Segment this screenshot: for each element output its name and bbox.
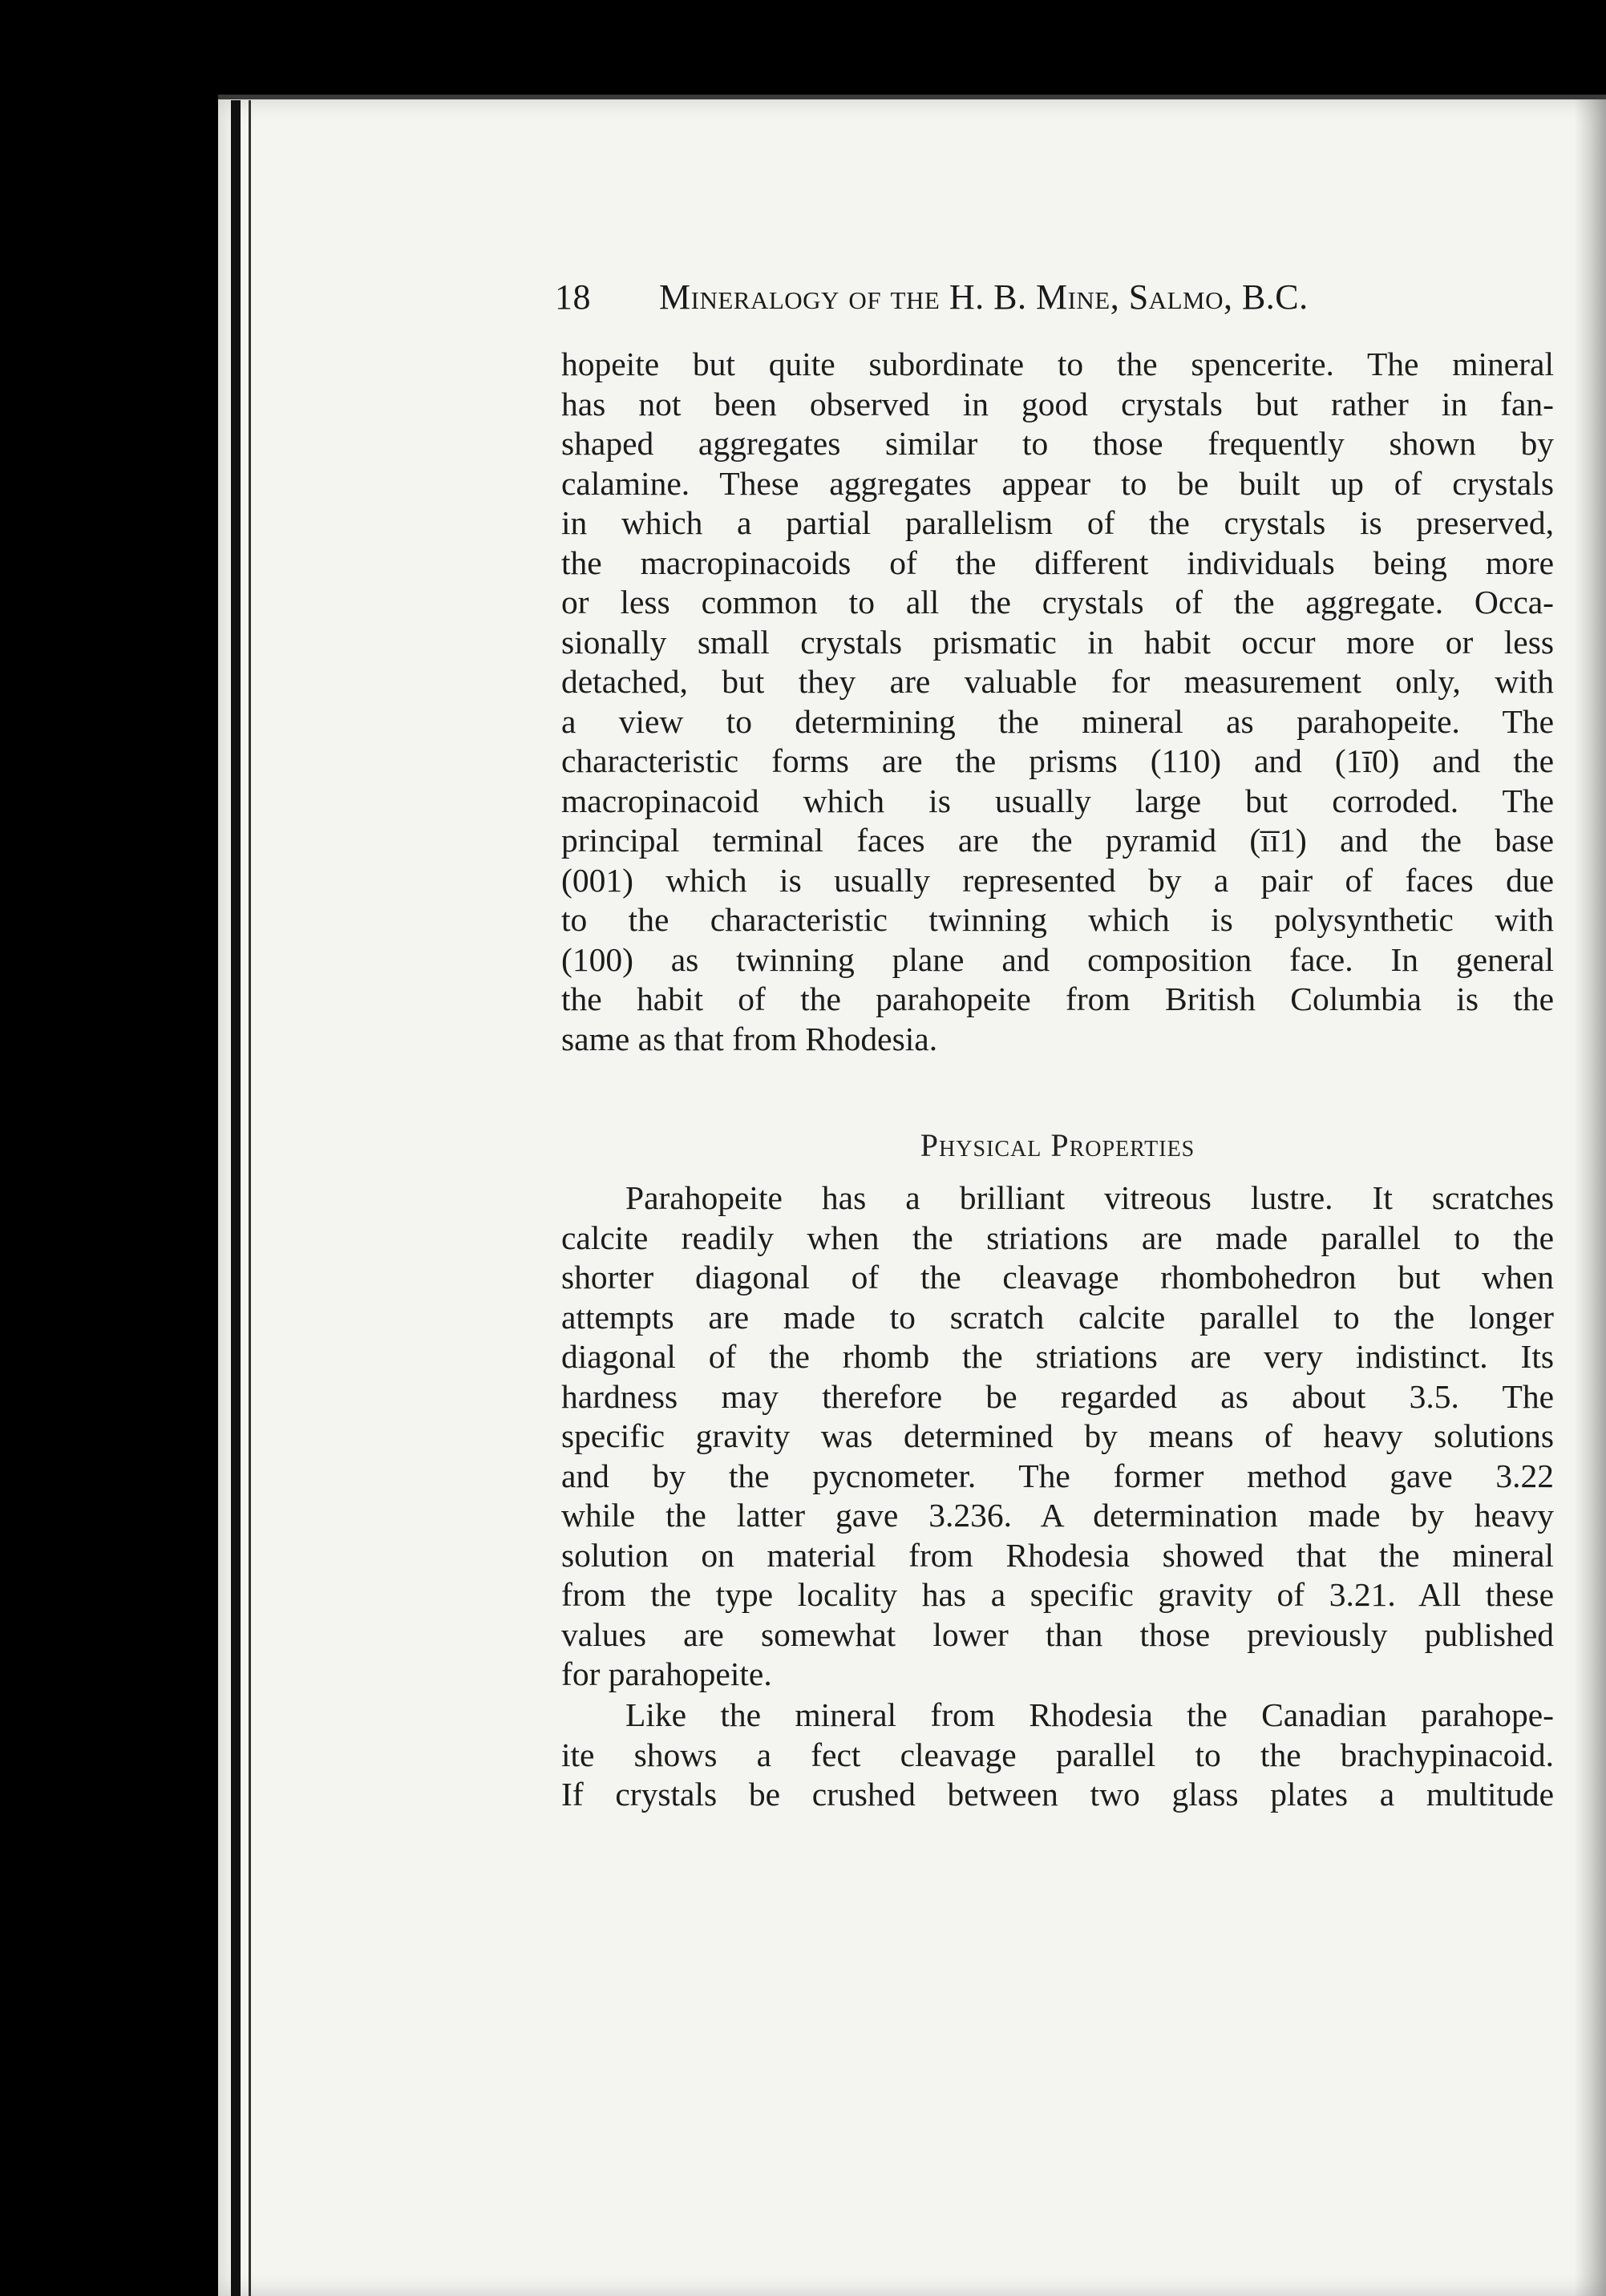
text-line: detached, but they are valuable for measurement only, with: [561, 663, 1554, 700]
running-head: [555, 277, 1437, 317]
text-line: ite shows a fect cleavage parallel to the brachypinacoid.: [561, 1736, 1554, 1773]
page-edge-shadow: [1574, 98, 1606, 2296]
text-line: specific gravity was determined by means of heavy solutions: [561, 1417, 1554, 1454]
text-line: shaped aggregates similar to those frequently shown by: [561, 425, 1554, 462]
section-heading: Physical Properties: [920, 1127, 1195, 1163]
page-top-edge: [218, 95, 1606, 99]
text-line: from the type locality has a specific gravity of 3.21. All these: [561, 1576, 1554, 1613]
text-line: a view to determining the mineral as parahopeite. The: [561, 702, 1554, 740]
text-line: values are somewhat lower than those previously published: [561, 1615, 1554, 1653]
text-line: the habit of the parahopeite from British Columbia is the: [561, 980, 1554, 1017]
binding-rule: [231, 100, 241, 2296]
page-number: 18: [555, 277, 591, 317]
text-line: while the latter gave 3.236. A determination made by heavy: [561, 1497, 1554, 1534]
text-line: calamine. These aggregates appear to be built up of crystals: [561, 464, 1554, 502]
text-line: hopeite but quite subordinate to the spencerite. The mineral: [561, 346, 1554, 382]
text-line: principal terminal faces are the pyramid (īī1) and the base: [561, 822, 1554, 859]
text-line: sionally small crystals prismatic in habit occur more or less: [561, 623, 1554, 661]
text-line: solution on material from Rhodesia showed that the mineral: [561, 1536, 1554, 1574]
text-line: diagonal of the rhomb the striations are very indistinct. Its: [561, 1338, 1554, 1375]
text-line: same as that from Rhodesia.: [561, 1020, 938, 1057]
paragraph-1: [561, 345, 1554, 1059]
text-line: in which a partial parallelism of the crystals is preserved,: [561, 504, 1554, 541]
text-line: for parahopeite.: [561, 1655, 772, 1692]
paragraph-2: [561, 1178, 1554, 1695]
text-line: shorter diagonal of the cleavage rhombohedron but when: [561, 1259, 1554, 1296]
running-title: Mineralogy of the H. B. Mine, Salmo, B.C.: [659, 277, 1309, 317]
text-line: or less common to all the crystals of the aggregate. Occa-: [561, 584, 1554, 620]
paragraph-3: [561, 1696, 1554, 1815]
text-line: If crystals be crushed between two glass plates a multitude: [561, 1776, 1554, 1813]
text-line: calcite readily when the striations are made parallel to the: [561, 1219, 1554, 1256]
text-line: to the characteristic twinning which is polysynthetic with: [561, 901, 1554, 938]
text-line: characteristic forms are the prisms (110) and (1ī0) and the: [561, 742, 1554, 779]
text-line: Like the mineral from Rhodesia the Canadian parahope-: [625, 1696, 1554, 1733]
text-line: macropinacoid which is usually large but corroded. The: [561, 782, 1554, 819]
text-line: (001) which is usually represented by a pair of faces due: [561, 861, 1554, 899]
text-line: hardness may therefore be regarded as about 3.5. The: [561, 1377, 1554, 1415]
text-line: has not been observed in good crystals but rather in fan-: [561, 385, 1554, 422]
text-line: attempts are made to scratch calcite parallel to the longer: [561, 1298, 1554, 1336]
text-line: (100) as twinning plane and composition face. In general: [561, 940, 1554, 978]
text-line: Parahopeite has a brilliant vitreous lustre. It scratches: [625, 1179, 1554, 1216]
binding-rule-thin: [249, 100, 251, 2296]
text-line: and by the pycnometer. The former method gave 3.22: [561, 1457, 1554, 1494]
text-line: the macropinacoids of the different individuals being more: [561, 544, 1554, 581]
